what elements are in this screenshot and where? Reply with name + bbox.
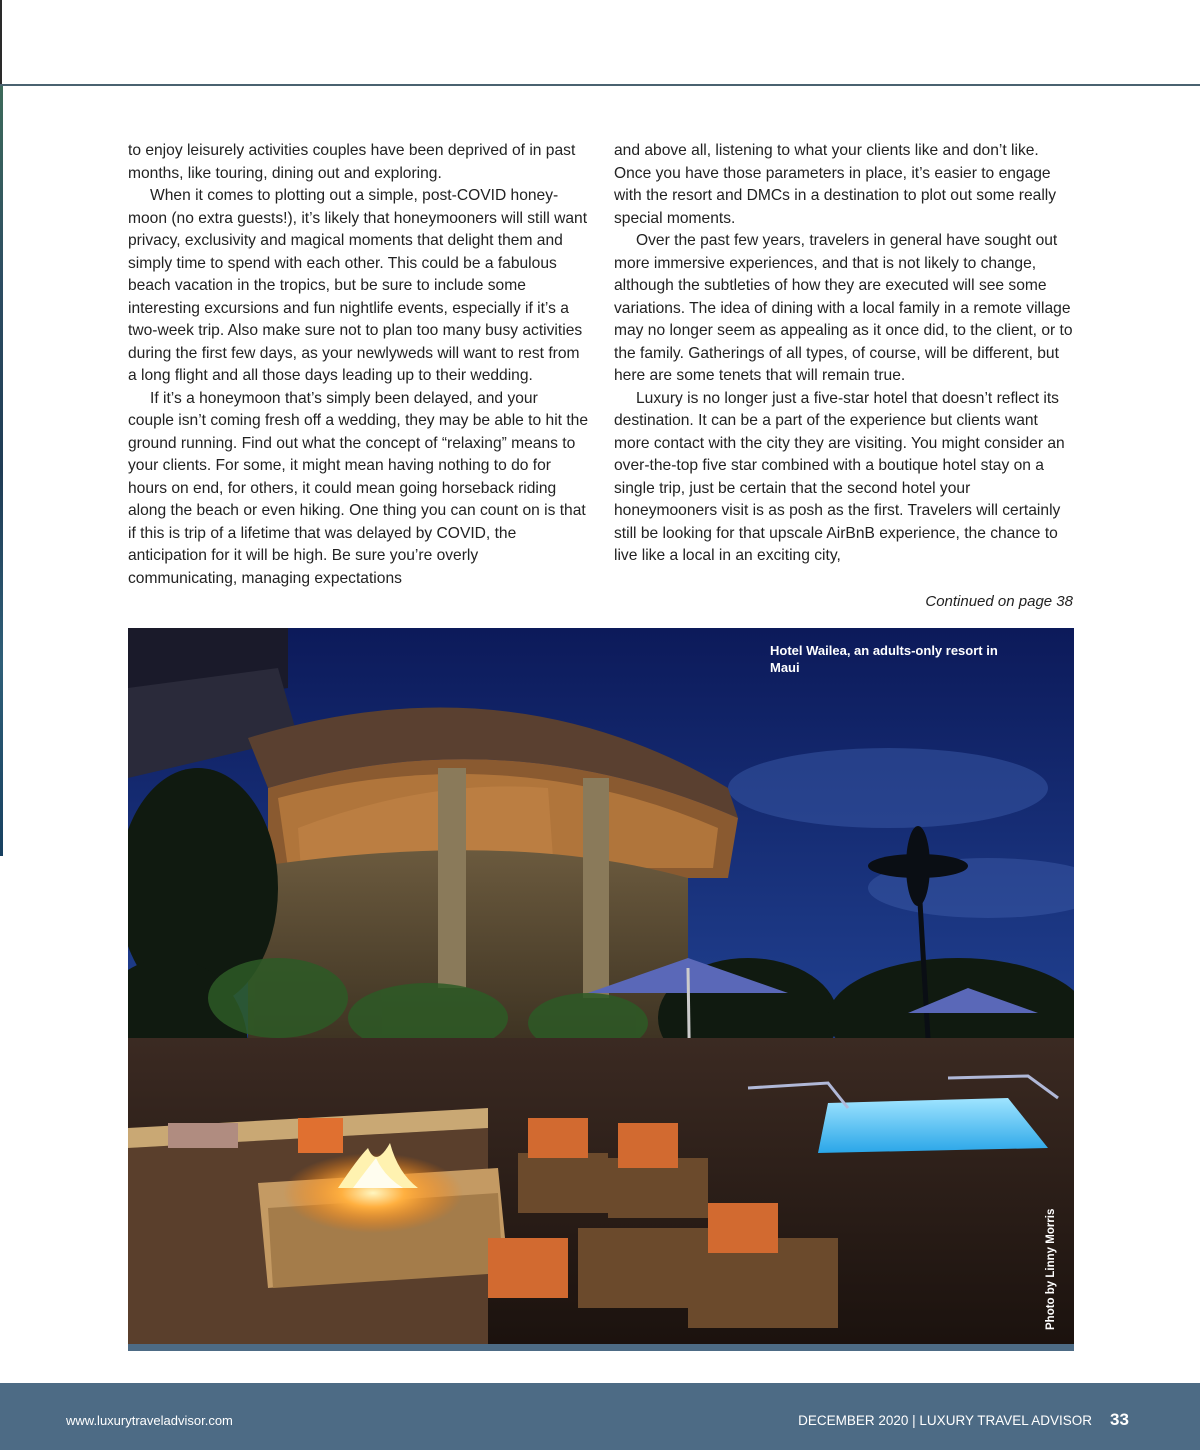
photo-bottom-bar [128,1344,1074,1351]
paragraph: When it comes to plotting out a simple, post-COVID honey-moon (no extra guests!), it’s likely that honeymooners will still want privacy, exclusivity and magical moments that delight them and simply time to spend with each other. This could be a fabulous beach vacation in the tropics, but be sure to include some interesting excursions and fun nightlife events, especially if it’s a two-week trip. Also make sure not to plan too many busy activities during the first few days, as your newlyweds will want to rest from a long flight and all those days leading up to their wedding. [128,187,588,384]
left-edge-image-strip [0,86,3,856]
photo-caption: Hotel Wailea, an adults-only resort in Maui [770,643,998,675]
page-number: 33 [1110,1410,1129,1429]
paragraph: to enjoy leisurely activities couples have been deprived of in past months, like touring, dining out and exploring. [128,142,576,182]
article-column-right [614,140,1074,568]
paragraph: If it’s a honeymoon that’s simply been delayed, and your couple isn’t coming fresh off a wedding, they may be able to hit the ground running. Find out what the concept of “relaxing” means to your clients. For some, it might mean having nothing to do for hours on end, for others, it could mean going horseback riding along the beach or even hiking. One thing you can count on is that if this is trip of a lifetime that was delayed by COVID, the anticipation for it will be high. Be sure you’re overly communicating, managing expectations [128,389,589,587]
website-link[interactable]: www.luxurytraveladvisor.com [66,1413,233,1428]
footer-bar [0,1383,1200,1450]
paragraph: Luxury is no longer just a five-star hotel that doesn’t reflect its destination. It can be a part of the experience but clients want more contact with the city they are visiting. You might consider an over-the-top five star combined with a boutique hotel stay on a single trip, just be certain that the second hotel your honeymooners visit is as posh as the first. Travelers will certainly still be looking for that upscale AirBnB experience, the chance to live like a local in an exciting city, [614,389,1065,564]
issue-line: DECEMBER 2020 | LUXURY TRAVEL ADVISOR [798,1413,1092,1428]
paragraph: Over the past few years, travelers in general have sought out more immersive experiences, and that is not likely to change, although the subtleties of how they are executed will see some variations. The idea of dining with a local family in a remote village may no longer seem as appealing as it once did, to the client, or to the family. Gatherings of all types, of course, will be different, but here are some tenets that will remain true. [614,232,1073,384]
header-rule [0,84,1200,86]
photo-credit: Photo by Linny Morris [1045,1208,1057,1330]
resort-photo [128,628,1074,1344]
continued-note: Continued on page 38 [925,593,1073,610]
left-edge-dark-strip [0,0,2,84]
article-column-left [128,140,588,590]
resort-night-scene-illustration [128,628,1074,1344]
paragraph: and above all, listening to what your clients like and don’t like. Once you have those parameters in place, it’s easier to engage with the resort and DMCs in a destination to plot out some really special moments. [614,142,1057,227]
